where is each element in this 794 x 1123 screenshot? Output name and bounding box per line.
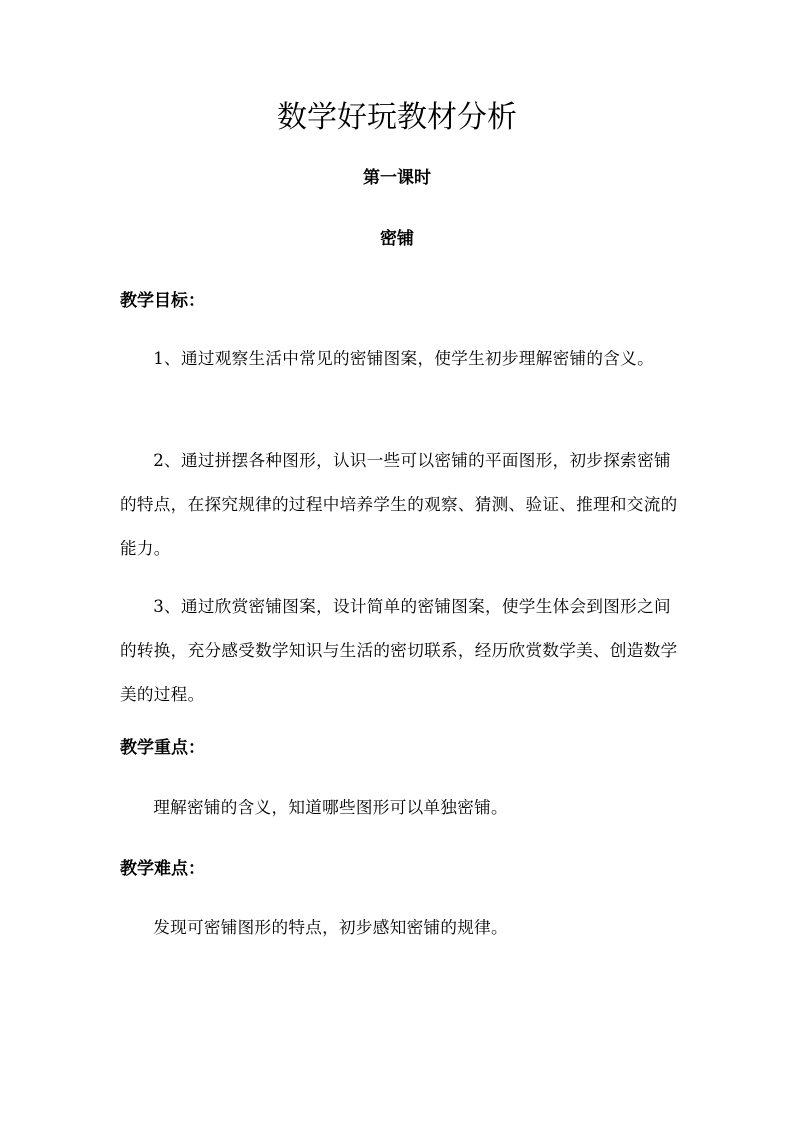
lesson-label: 第一课时 [363, 168, 431, 188]
document-title: 数学好玩教材分析 [277, 100, 517, 135]
goal-item-3: 3、通过欣赏密铺图案，设计简单的密铺图案，使学生体会到图形之间的转换，充分感受数学知识与生活的密切联系，经历欣赏数学美、创造数学美的过程。 [120, 597, 678, 704]
key-points-heading: 教学重点： [120, 738, 205, 758]
difficult-points-text: 发现可密铺图形的特点，初步感知密铺的规律。 [153, 918, 508, 937]
key-points-text: 理解密铺的含义，知道哪些图形可以单独密铺。 [153, 798, 508, 817]
goal-item-1: 1、通过观察生活中常见的密铺图案，使学生初步理解密铺的含义。 [153, 349, 654, 368]
goal-item-2: 2、通过拼摆各种图形，认识一些可以密铺的平面图形，初步探索密铺的特点，在探究规律的过程中培养学生的观察、猜测、验证、推理和交流的能力。 [120, 451, 678, 558]
difficult-points-heading: 教学难点： [120, 859, 205, 879]
topic-label: 密铺 [380, 229, 414, 249]
goals-heading: 教学目标： [120, 291, 205, 311]
